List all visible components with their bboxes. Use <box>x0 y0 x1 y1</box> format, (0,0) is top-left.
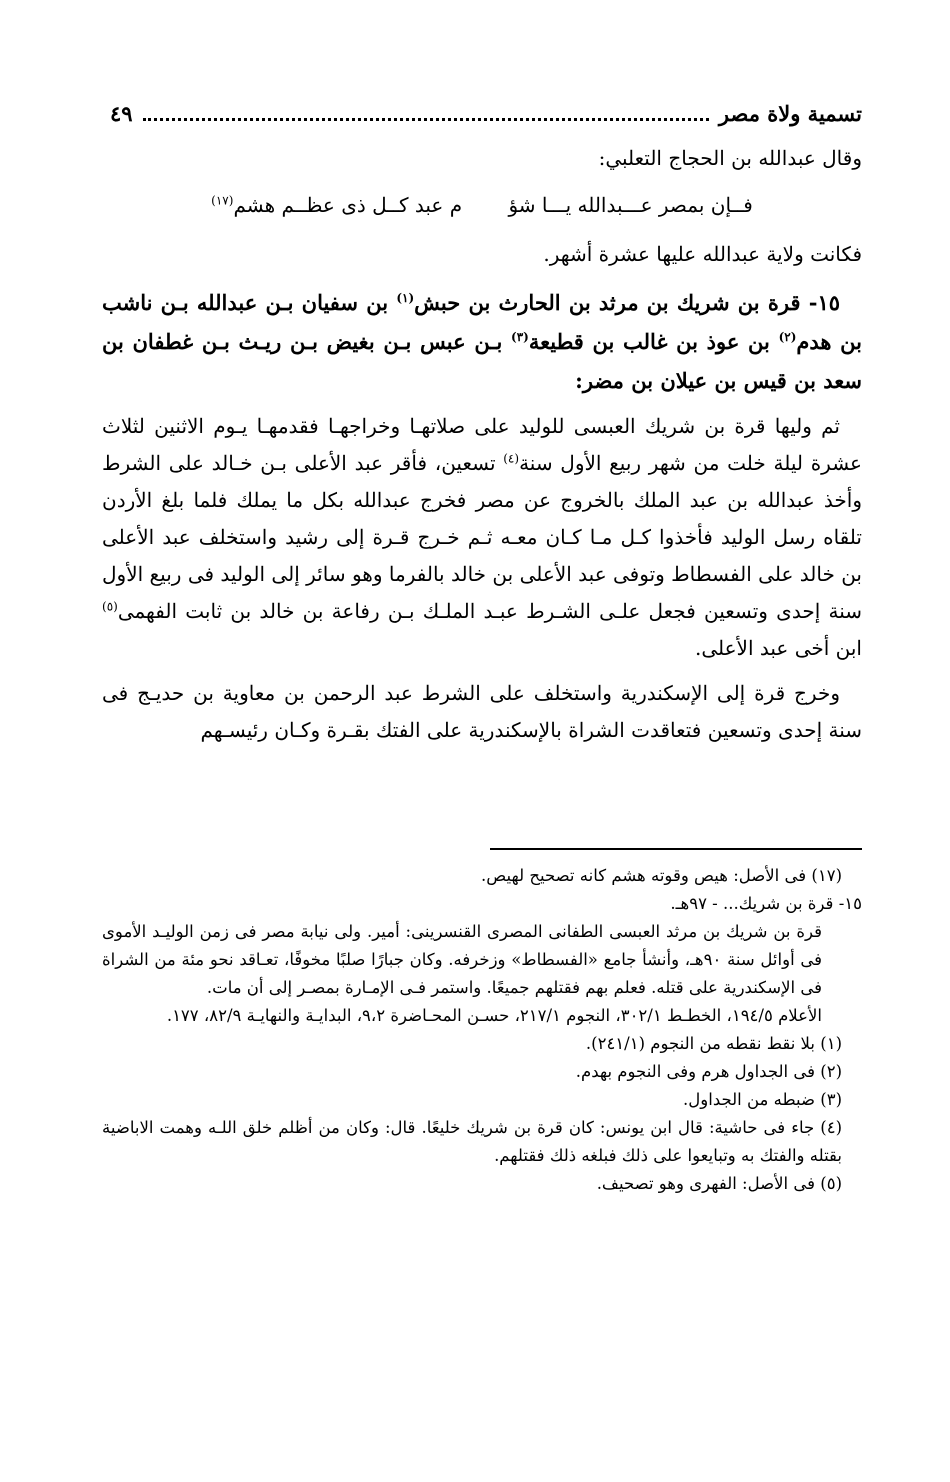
footnotes <box>102 862 862 1198</box>
footnote-ref-5[interactable]: (٥) <box>102 599 118 614</box>
heading-text-4: بـن عبس بـن بغيض بـن ريـث بـن غطفان بن سعد بن قيس بن عيلان بن مضر: <box>102 329 862 393</box>
paragraph-1-text-a: ثم وليها قرة بن شريك العبسى للوليد على صلاتهـا وخراجهـا فقدمهـا يـوم الاثنين لثلاث عشرة ليلة خلت من شهر ربيع الأول سنة <box>102 414 862 475</box>
footnote-separator <box>490 848 862 850</box>
footnote-5: (٥) فى الأصل: الفهرى وهو تصحيف. <box>596 1174 842 1193</box>
verse <box>102 187 862 224</box>
footnote-ref-4[interactable]: (٤) <box>503 451 520 466</box>
footnote-4: (٤) جاء فى حاشية: قال ابن يونس: كان قرة بن شريك خليعًا. قال: وكان من أظلم خلق اللـه وهمت الاباضية بقتله والفتك به وتبايعوا على ذلك فبلغه ذلك فقتلهم. <box>102 1118 842 1165</box>
footnote-ref-3[interactable]: (٣) <box>511 330 529 344</box>
footnote-1: (١) بلا نقط نقطه من النجوم (٢٤١/١). <box>585 1034 842 1053</box>
heading-text-3: بن عوذ بن غالب بن قطيعة <box>528 329 779 354</box>
page-number: ٤٩ <box>110 100 133 126</box>
paragraph-1-text-b: تسعين، فأقر عبد الأعلى بـن خـالد على الشرط وأخذ عبدالله بن عبد الملك بالخروج عن مصر فخرج عبدالله بكل ما يملك فلما بلغ الأردن تلقاه رسل الوليد فأخذوا كـل مـا كـان معـه ثـم خـرج قـرة إلى رشيد واستخلف عبد الأعلى بن خالد على الفسطاط وتوفى عبد الأعلى بن خالد بالفرما وهو سائر إلى الوليد فى ربيع الأول سنة إحدى وتسعين فجعل علـى الشـرط عبـد الملـك بـن رفاعة بن خالد بن ثابت الفهمى <box>102 451 862 623</box>
running-header <box>110 98 862 128</box>
closing-line: فكانت ولاية عبدالله عليها عشرة أشهر. <box>543 242 862 266</box>
footnote-17: (١٧) فى الأصل: هيص وقوته هشم كانه تصحيح لهيص. <box>481 866 842 885</box>
paragraph-1 <box>102 408 862 667</box>
footnote-15-bio: قرة بن شريك بن مرثد العبسى الطفانى المصرى القنسرينى: أمير. ولى نيابة مصر فى زمن الوليـد الأموى فى أوائل سنة ٩٠هـ، وأنشأ جامع «الفسطاط» وزخرفه. وكان جبارًا صلبًا مخوفًا، تعـاقد نحو مئة من الشراة فى الإسكندرية على قتله. فعلم بهم فقتلهم جميعًا. واستمر فـى الإمـارة بمصـر إلى أن مات. <box>102 922 822 997</box>
verse-second-half: م عبد كــل ذى عظــم هشم <box>233 193 463 217</box>
footnote-2: (٢) فى الجداول هرم وفى النجوم بهدم. <box>575 1062 842 1081</box>
section-heading <box>102 283 862 400</box>
footnote-ref-1[interactable]: (١) <box>396 291 415 305</box>
main-text <box>102 140 862 749</box>
paragraph-2: وخرج قرة إلى الإسكندرية واستخلف على الشرط عبد الرحمن بن معاوية بن حديـج فى سنة إحدى وتسعين فتعاقدت الشراة بالإسكندرية على الفتك بقـرة وكـان رئيسـهم <box>102 681 862 742</box>
heading-text-2: بن سفيان بـن عبدالله بـن ناشب بن هدم <box>102 290 863 354</box>
verse-first-half: فــإن بمصر عـــبدالله يـــا شؤ <box>508 193 753 217</box>
leader-dots <box>143 118 709 121</box>
footnote-3: (٣) ضبطه من الجداول. <box>683 1090 842 1109</box>
running-title: تسمية ولاة مصر <box>718 100 862 126</box>
footnote-ref-17[interactable]: (١٧) <box>211 193 234 208</box>
intro-line: وقال عبدالله بن الحجاج التعلبي: <box>598 146 862 170</box>
paragraph-1-text-c: ابن أخى عبد الأعلى. <box>694 636 862 660</box>
footnote-ref-2[interactable]: (٢) <box>778 330 797 344</box>
footnote-15-sources: الأعلام ١٩٤/٥، الخطـط ٣٠٢/١، النجوم ٢١٧/١، حسـن المحـاضرة ٩،٢، البدايـة والنهايـة ٨٢/٩، ١٧٧. <box>166 1006 822 1025</box>
heading-text-1: ١٥- قرة بن شريك بن مرثد بن الحارث بن حبش <box>414 290 840 315</box>
footnote-15-title: ١٥- قرة بن شريك... - ٩٧هـ. <box>670 894 862 913</box>
